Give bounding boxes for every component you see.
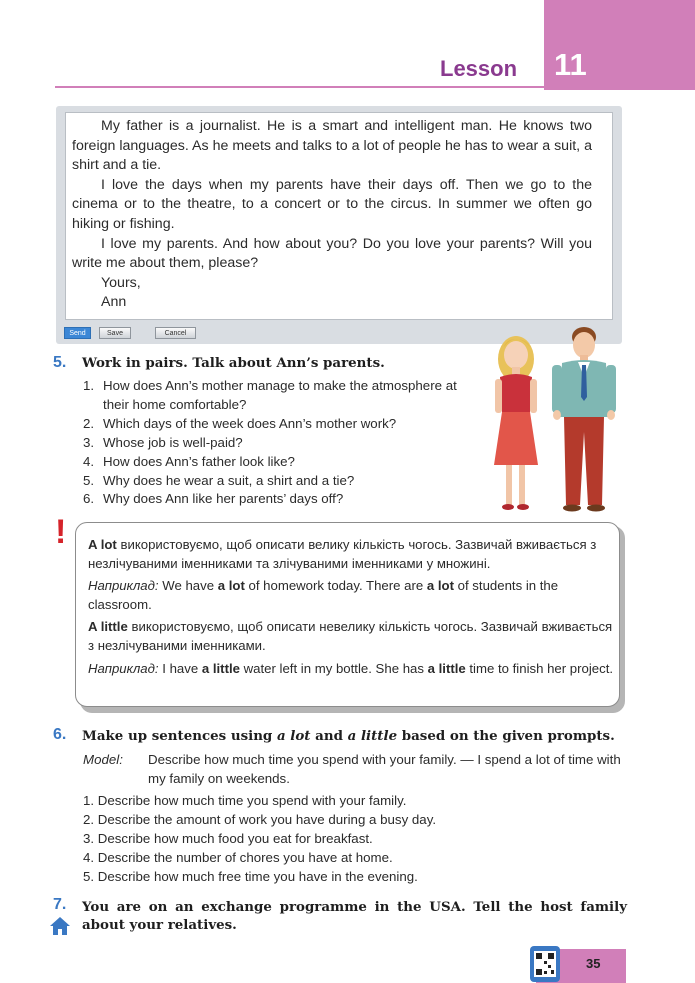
parents-illustration	[486, 317, 626, 515]
task-7-number: 7.	[53, 896, 67, 913]
list-item: 4. Describe the number of chores you have at home.	[83, 849, 393, 865]
alot-example: Наприклад: We have a lot of homework today. There are a lot of students in the classroom.	[88, 578, 559, 613]
model-label: Model:	[83, 752, 123, 767]
email-paragraph: I love my parents. And how about you? Do you love your parents? Will you write me about them, please?	[72, 235, 592, 272]
task-6-title: Make up sentences using a lot and a little based on the given prompts.	[82, 728, 615, 744]
task-6-model	[83, 751, 628, 789]
task-5-title: Work in pairs. Talk about Ann’s parents.	[82, 355, 385, 371]
list-item: 4. How does Ann’s father look like?	[83, 453, 295, 469]
save-button[interactable]: Save	[99, 327, 131, 339]
attention-icon: !	[55, 513, 67, 551]
task-6-prompts	[83, 792, 603, 887]
email-paragraph: I love the days when my parents have their days off. Then we go to the cinema or to the theatre, to a concert or to the circus. In summer we often go hiking or fishing.	[72, 176, 592, 232]
alittle-rule: A little використовуємо, щоб описати невелику кількість чогось. Зазвичай вживається з незлічуваними іменниками.	[88, 619, 613, 654]
alittle-example: Наприклад: I have a little water left in my bottle. She has a little time to finish her project.	[88, 660, 614, 676]
send-button[interactable]: Send	[64, 327, 91, 339]
list-item: 5. Why does he wear a suit, a shirt and a tie?	[83, 472, 355, 488]
email-closing: Yours,	[101, 274, 141, 291]
alot-rule: A lot використовуємо, щоб описати велику кількість чогось. Зазвичай вживається з незлічуваними іменниками та злічуваними іменниками у множині.	[88, 537, 597, 572]
list-item: 3. Describe how much food you eat for breakfast.	[83, 830, 373, 846]
man-figure	[552, 327, 616, 512]
qr-code-icon	[529, 945, 563, 983]
header-divider	[55, 86, 544, 88]
lesson-number: 11	[554, 47, 587, 82]
woman-figure	[494, 336, 538, 510]
email-text	[72, 117, 592, 313]
task-5-number: 5.	[53, 354, 67, 371]
task-5-questions	[83, 377, 483, 509]
page-number: 35	[586, 956, 601, 971]
task-7-title: You are on an exchange programme in the USA. Tell the host family about your relatives.	[82, 899, 627, 933]
list-item: 2. Describe the amount of work you have during a busy day.	[83, 811, 437, 827]
list-item: 6. Why does Ann like her parents’ days off?	[83, 491, 344, 507]
model-text: Describe how much time you spend with your family. — I spend a lot of time with my family on weekends.	[148, 752, 621, 786]
email-signature: Ann	[101, 294, 127, 311]
home-icon	[49, 915, 71, 937]
list-item: 1. How does Ann’s mother manage to make the atmosphere at their home comfortable?	[83, 378, 457, 412]
task-6-number: 6.	[53, 726, 67, 743]
grammar-note-text	[88, 535, 616, 681]
email-paragraph: My father is a journalist. He is a smart and intelligent man. He knows two foreign languages. As he meets and talks to a lot of people he has to wear a suit, a shirt and a tie.	[72, 118, 592, 174]
lesson-label: Lesson	[440, 56, 518, 81]
list-item: 2. Which days of the week does Ann’s mother work?	[83, 415, 397, 431]
list-item: 1. Describe how much time you spend with your family.	[83, 793, 407, 808]
list-item: 5. Describe how much free time you have in the evening.	[83, 868, 418, 884]
cancel-button[interactable]: Cancel	[155, 327, 196, 339]
list-item: 3. Whose job is well-paid?	[83, 434, 243, 450]
